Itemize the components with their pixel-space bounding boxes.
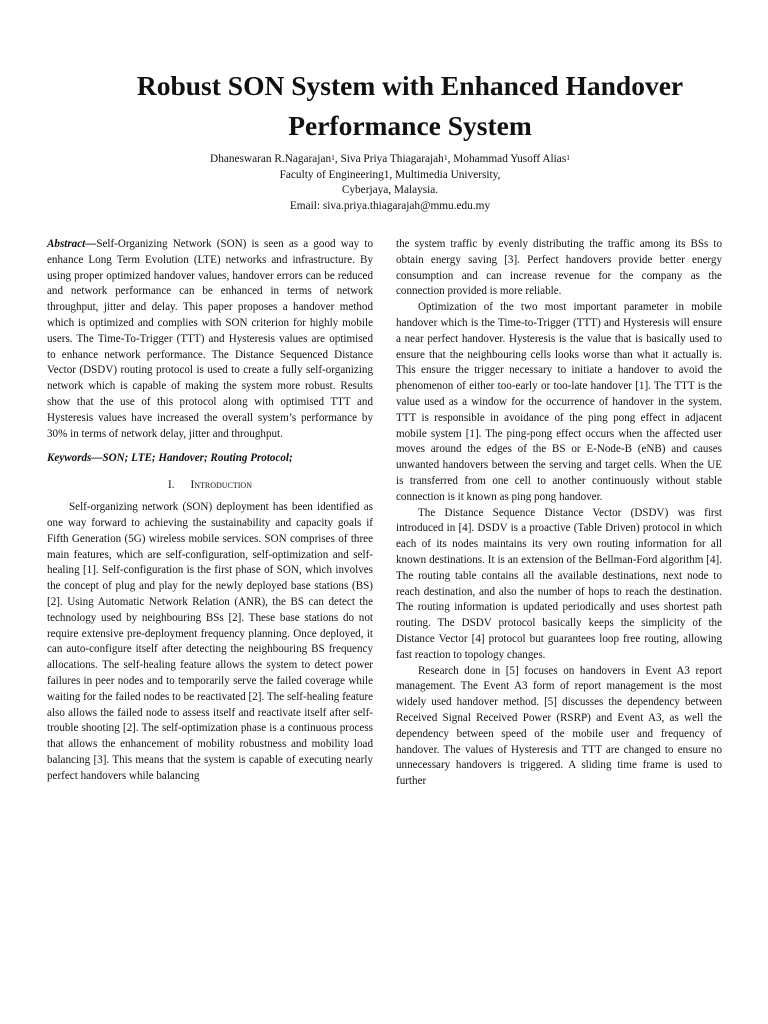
abstract-text: Self-Organizing Network (SON) is seen as a good way to enhance Long Term Evolution (LTE) networks and infrastructure. By using proper optimized handover values, handover errors can be reduced and network performance can be enhanced in terms of network throughput, jitter and delay. This paper proposes a handover method which is optimized and complies with SON criterion for highly mobile users. The Time-To-Trigger (TTT) and Hysteresis values are optimised to enhance network performance. The Distance Sequenced Distance Vector (DSDV) routing protocol is used to create a fully self-organizing network which is capable of making the system more robust. Results show that the use of this protocol along with optimised TTT and Hysteresis values have increased the overall system’s performance by 30% in terms of network delay, jitter and throughput. <box>47 238 373 440</box>
author-1: Dhaneswaran R.Nagarajan <box>210 153 332 165</box>
section-number: I. <box>168 479 175 492</box>
section-heading-introduction <box>47 478 373 493</box>
left-column <box>47 237 373 785</box>
intro-paragraph-1: Self-organizing network (SON) deployment has been identified as one way forward to achieving the sustainability and capacity goals if Fifth Generation (5G) wireless mobile services. SON comprises of three main features, which are self-configuration, self-optimization and self-healing [1]. Self-configuration is the first phase of SON, which involves the concept of plug and play for the newly deployed base stations (BS) [2]. Using Automatic Network Relation (ANR), the BS can detect the technology used by neighbouring BSs [2]. These base stations do not require extensive pre-deployment frequency planning. Once deployed, it can auto-configure itself after detecting the neighbouring BS frequency allocations. The self-healing feature allows the system to detect power failures in peer nodes and to temporarily serve the failed coverage while waiting for the failed nodes to be reactivated [2]. The self-healing feature also allows the failed node to assess itself and reactivate itself after self-trouble shooting [2]. The self-optimization phase is a continuous process that allows the enhancement of mobility robustness and mobility load balancing [3]. This means that the system is capable of executing nearly perfect handovers while balancing <box>47 501 373 782</box>
author-email: Email: siva.priya.thiagarajah@mmu.edu.my <box>289 199 491 212</box>
affiliation-line-2: Cyberjaya, Malaysia. <box>341 184 439 196</box>
affiliation-line-1: Faculty of Engineering1, Multimedia University, <box>279 168 501 181</box>
author-3-affil: 1 <box>566 153 570 162</box>
right-column <box>396 237 722 790</box>
author-names: Dhaneswaran R.Nagarajan$^1$, Siva Priya Thiagarajah$^1$, Mohammad Yusoff Alias$^1$ <box>210 153 570 165</box>
section-title: Introduction <box>190 479 252 492</box>
paper-title-line-1: Robust SON System with Enhanced Handover <box>136 70 684 101</box>
intro-paragraph-3: The Distance Sequence Distance Vector (DSDV) was first introduced in [4]. DSDV is a proactive (Table Driven) protocol in which each of its nodes maintains its very own routing information for all known destinations. It is an extension of the Bellman-Ford algorithm [4]. The routing table contains all the available destinations, next node to reach destination, and also the number of hops to reach the destination. The routing information is updated periodically and uses shortest path routing. The DSDV protocol basically keeps the simplicity of the Distance Vector [4] protocol but guarantees loop free routing, allowing fast reaction to topology changes. <box>396 506 722 661</box>
abstract-label: Abstract— <box>47 238 97 250</box>
author-block <box>100 152 680 214</box>
intro-paragraph-continued: the system traffic by evenly distributing the traffic among its BSs to obtain energy saving [3]. Perfect handovers provide better energy consumption and can increase revenue for the company as the connection provided is more reliable. <box>396 238 722 298</box>
author-1-affil: 1 <box>331 153 335 162</box>
author-2: Siva Priya Thiagarajah <box>340 153 444 165</box>
author-3: Mohammad Yusoff Alias <box>453 153 567 165</box>
abstract <box>47 237 373 442</box>
paper-title <box>90 66 730 146</box>
keywords: Keywords—SON; LTE; Handover; Routing Protocol; <box>47 452 293 465</box>
author-2-affil: 1 <box>443 153 448 162</box>
intro-paragraph-2: Optimization of the two most important parameter in mobile handover which is the Time-to-Trigger (TTT) and Hysteresis will ensure a near perfect handover. Hysteresis is the value that is basically used to ensure that the neighbouring cells looks worse than what it actually is. This ensure the trigger necessary to initiate a handover to avoid the phenomenon of either too-early or too-late handover [1]. The TTT is the value used as a window for the occurrence of handover in the system. TTT is responsible in avoidance of the ping pong effect in adjacent mobile system [1]. The ping-pong effect occurs when the affected user moves around the edges of the BS or E-Node-B (eNB) and causes unwanted handovers between the serving and target cells. When the UE is transferred from one cell to another continuously without stable connection is it known as ping pong handover. <box>396 301 722 503</box>
intro-paragraph-4: Research done in [5] focuses on handovers in Event A3 report management. The Event A3 form of report management is the most widely used handover method. [5] discusses the dependency between Received Signal Received Power (RSRP) and Event A3, as well the dependency between speed of the mobile user and frequency of handover. The values of Hysteresis and TTT are changed to ensure no unnecessary handovers is triggered. A sliding time frame is used to further <box>396 664 722 788</box>
paper-title-line-2: Performance System <box>288 110 532 141</box>
